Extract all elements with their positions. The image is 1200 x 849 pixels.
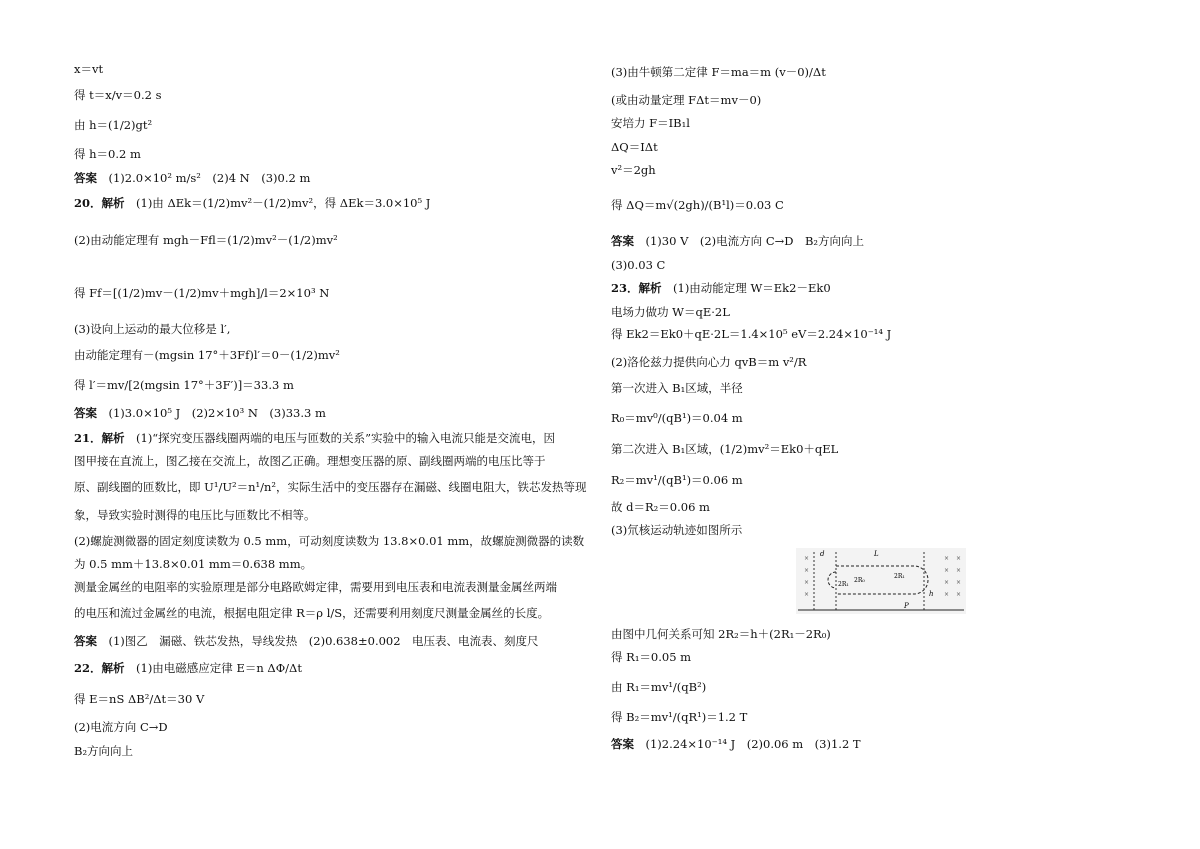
left_column-line <box>74 661 302 675</box>
deuteron-trajectory-diagram <box>796 548 966 614</box>
left_column-line: 由 h＝(1/2)gt² <box>74 118 153 132</box>
right_column-line: 由 R₁＝mv¹/(qB²) <box>611 680 707 694</box>
right_column-line: (或由动量定理 FΔt＝mv－0) <box>611 93 762 107</box>
line-label: 答案 <box>611 234 646 248</box>
line-text: (1)30 V (2)电流方向 C→D B₂方向向上 <box>645 234 865 248</box>
right_column-line: 安培力 F＝IB₁l <box>611 116 690 130</box>
right_column-line: (2)洛伦兹力提供向心力 qvB＝m v²/R <box>611 355 807 369</box>
field-cross-mark: × <box>804 579 810 586</box>
line-label: 答案 <box>74 406 109 420</box>
line-label: 答案 <box>74 634 109 648</box>
label-h: h <box>929 590 934 598</box>
left_column-line: 测量金属丝的电阻率的实验原理是部分电路欧姆定律，需要用到电压表和电流表测量金属丝两端 <box>74 580 557 594</box>
left_column-line: 得 l′＝mv/[2(mgsin 17°＋3F′)]＝33.3 m <box>74 378 294 392</box>
right_column-line: 得 ΔQ＝m√(2gh)/(B¹l)＝0.03 C <box>611 198 784 212</box>
right_column-line: 第二次进入 B₁区域，(1/2)mv²＝Ek0＋qEL <box>611 442 839 456</box>
field-cross-mark: × <box>956 555 962 562</box>
label-L: L <box>874 550 879 558</box>
line-label: 21．解析 <box>74 431 137 445</box>
left_column-line: (2)由动能定理有 mgh－Ffl＝(1/2)mv²－(1/2)mv² <box>74 233 338 247</box>
left_column-line: (2)螺旋测微器的固定刻度读数为 0.5 mm，可动刻度读数为 13.8×0.01 mm，故螺旋测微器的读数 <box>74 534 585 548</box>
left_column-line: 由动能定理有－(mgsin 17°＋3Ff)l′＝0－(1/2)mv² <box>74 348 340 362</box>
left_column-line: B₂方向向上 <box>74 744 134 758</box>
field-cross-mark: × <box>804 567 810 574</box>
right_column-line: 第一次进入 B₁区域，半径 <box>611 381 743 395</box>
left_column-line: 象，导致实验时测得的电压比与匝数比不相等。 <box>74 508 316 522</box>
right_column-line: (3)由牛顿第二定律 F＝ma＝m (v－0)/Δt <box>611 65 826 79</box>
left_column-line: 得 t＝x/v＝0.2 s <box>74 88 162 102</box>
line-text: (1)2.24×10⁻¹⁴ J (2)0.06 m (3)1.2 T <box>645 737 861 751</box>
field-cross-mark: × <box>944 555 950 562</box>
field-cross-mark: × <box>956 567 962 574</box>
field-cross-mark: × <box>944 579 950 586</box>
left_column-line: (3)设向上运动的最大位移是 l′, <box>74 322 231 336</box>
field-cross-mark: × <box>956 591 962 598</box>
label-2R1-right: 2R₁ <box>894 573 905 580</box>
right_column-line: ΔQ＝IΔt <box>611 140 658 154</box>
left_column-line: 得 h＝0.2 m <box>74 147 141 161</box>
left_column-line <box>74 171 310 185</box>
right_column-line: (3)氘核运动轨迹如图所示 <box>611 523 743 537</box>
right_column-line: R₂＝mv¹/(qB¹)＝0.06 m <box>611 473 743 487</box>
left_column-line: 的电压和流过金属丝的电流，根据电阻定律 R＝ρ l/S，还需要利用刻度尺测量金属丝的长度。 <box>74 606 550 620</box>
line-label: 答案 <box>611 737 646 751</box>
line-text: (1)由动能定理 W＝Ek2－Ek0 <box>673 281 831 295</box>
right_column-line: 电场力做功 W＝qE·2L <box>611 305 730 319</box>
right_column-line <box>611 737 861 751</box>
line-text: (1)3.0×10⁵ J (2)2×10³ N (3)33.3 m <box>108 406 326 420</box>
line-text: (1)由电磁感应定律 E＝n ΔΦ/Δt <box>136 661 302 675</box>
left_column-line: (2)电流方向 C→D <box>74 720 168 734</box>
line-label: 答案 <box>74 171 109 185</box>
right_column-line: v²＝2gh <box>611 163 656 177</box>
line-text: (1)由 ΔEk＝(1/2)mv²－(1/2)mv²，得 ΔEk＝3.0×10⁵ J <box>136 196 431 210</box>
left_column-line: 为 0.5 mm＋13.8×0.01 mm＝0.638 mm。 <box>74 557 313 571</box>
right_column-line: 故 d＝R₂＝0.06 m <box>611 500 710 514</box>
label-2R0: 2R₀ <box>854 577 865 584</box>
field-cross-mark: × <box>804 555 810 562</box>
label-2R1: 2R₁ <box>838 581 849 588</box>
left_column-line: 原、副线圈的匝数比，即 U¹/U²＝n¹/n²，实际生活中的变压器存在漏磁、线圈电阻大，铁芯发热等现 <box>74 480 587 494</box>
line-label: 20．解析 <box>74 196 137 210</box>
right_column-line: 得 Ek2＝Ek0＋qE·2L＝1.4×10⁵ eV＝2.24×10⁻¹⁴ J <box>611 327 892 341</box>
right_column-line <box>611 281 831 295</box>
line-text: (1)“探究变压器线圈两端的电压与匝数的关系”实验中的输入电流只能是交流电，因 <box>136 431 556 445</box>
field-cross-mark: × <box>944 567 950 574</box>
trajectory-svg <box>796 548 966 614</box>
line-text: (1)2.0×10² m/s² (2)4 N (3)0.2 m <box>108 171 311 185</box>
field-cross-mark: × <box>944 591 950 598</box>
left_column-line <box>74 634 539 648</box>
left_column-line: x＝vt <box>74 62 104 76</box>
right_column-line: R₀＝mv⁰/(qB¹)＝0.04 m <box>611 411 743 425</box>
left_column-line: 图甲接在直流上，图乙接在交流上，故图乙正确。理想变压器的原、副线圈两端的电压比等于 <box>74 454 546 468</box>
right_column-line: 得 R₁＝0.05 m <box>611 650 692 664</box>
left_column-line: 得 Ff＝[(1/2)mv－(1/2)mv＋mgh]/l＝2×10³ N <box>74 286 330 300</box>
right_column-line: 得 B₂＝mv¹/(qR¹)＝1.2 T <box>611 710 748 724</box>
label-d: d <box>820 550 825 558</box>
right_column-line: (3)0.03 C <box>611 258 666 272</box>
line-label: 23．解析 <box>611 281 674 295</box>
left_column-line <box>74 431 555 445</box>
left_column-line: 得 E＝nS ΔB²/Δt＝30 V <box>74 692 205 706</box>
right_column-line: 由图中几何关系可知 2R₂＝h＋(2R₁－2R₀) <box>611 627 831 641</box>
left_column-line <box>74 406 326 420</box>
field-cross-mark: × <box>956 579 962 586</box>
line-text: (1)图乙 漏磁、铁芯发热，导线发热 (2)0.638±0.002 电压表、电流表、刻度尺 <box>108 634 539 648</box>
label-P: P <box>904 602 909 610</box>
right_column-line <box>611 234 864 248</box>
field-cross-mark: × <box>804 591 810 598</box>
line-label: 22．解析 <box>74 661 137 675</box>
left_column-line <box>74 196 430 210</box>
